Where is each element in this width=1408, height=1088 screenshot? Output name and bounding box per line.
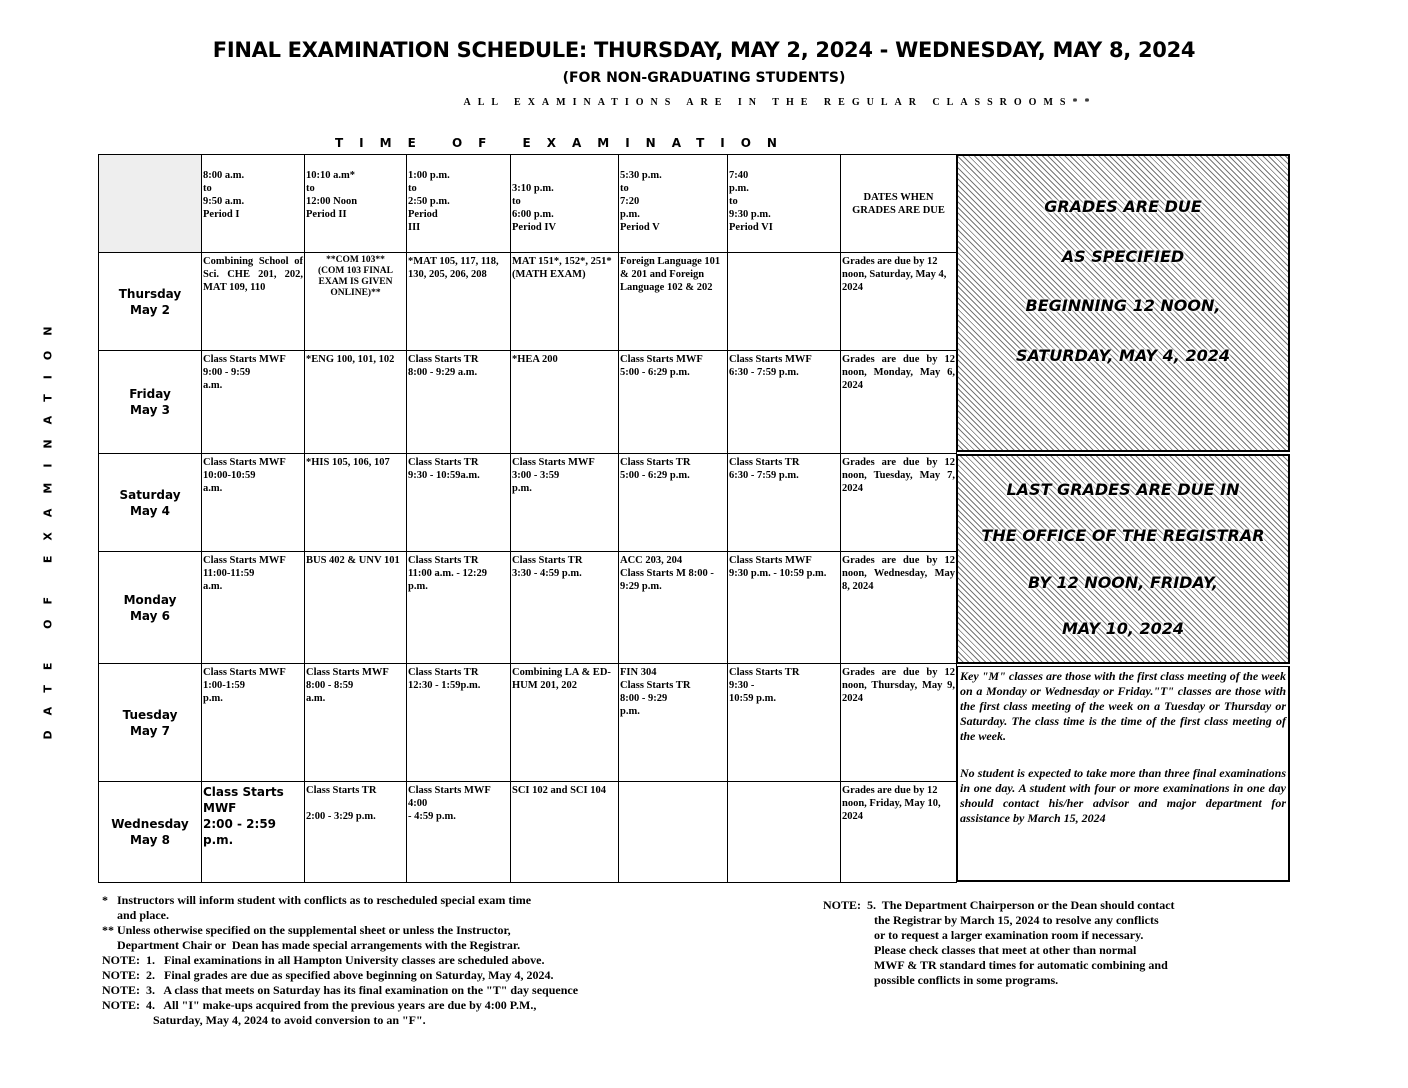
table-cell: Class Starts TR 3:30 - 4:59 p.m.: [511, 552, 619, 664]
key-notes-box: [956, 666, 1290, 882]
table-cell: Grades are due by 12 noon, Saturday, May 4, 2024: [841, 253, 957, 351]
period-header: 3:10 p.m. to 6:00 p.m. Period IV: [511, 155, 619, 253]
table-cell: MAT 151*, 152*, 251* (MATH EXAM): [511, 253, 619, 351]
table-cell: Class Starts TR 2:00 - 3:29 p.m.: [305, 782, 407, 883]
table-cell: *MAT 105, 117, 118, 130, 205, 206, 208: [407, 253, 511, 351]
table-row: [99, 782, 957, 883]
limit-note: No student is expected to take more than three final examinations in one day. A student with four or more examinations in one day should contact his/her advisor and major department for assistance by March 15, 2024: [960, 766, 1286, 825]
period-header: 1:00 p.m. to 2:50 p.m. Period III: [407, 155, 511, 253]
row-day: Saturday May 4: [99, 454, 202, 552]
table-cell: Class Starts TR 12:30 - 1:59p.m.: [407, 664, 511, 782]
table-row: [99, 664, 957, 782]
table-cell: *HIS 105, 106, 107: [305, 454, 407, 552]
table-cell: Class Starts MWF 9:30 p.m. - 10:59 p.m.: [728, 552, 841, 664]
table-cell: Class Starts TR 11:00 a.m. - 12:29 p.m.: [407, 552, 511, 664]
grades-due-line: GRADES ARE DUE: [1044, 197, 1202, 217]
table-cell: Class Starts MWF 2:00 - 2:59 p.m.: [202, 782, 305, 883]
table-cell: *HEA 200: [511, 351, 619, 454]
table-cell: ACC 203, 204 Class Starts M 8:00 - 9:29 p.m.: [619, 552, 728, 664]
last-grades-box: [956, 454, 1290, 664]
table-cell: Class Starts MWF 8:00 - 8:59 a.m.: [305, 664, 407, 782]
last-grades-line: BY 12 NOON, FRIDAY,: [1028, 572, 1218, 592]
table-cell: Grades are due by 12 noon, Friday, May 10, 2024: [841, 782, 957, 883]
table-cell: Grades are due by 12 noon, Thursday, May 9, 2024: [841, 664, 957, 782]
table-cell: Class Starts MWF 4:00 - 4:59 p.m.: [407, 782, 511, 883]
table-cell: BUS 402 & UNV 101: [305, 552, 407, 664]
table-cell: Class Starts MWF 6:30 - 7:59 p.m.: [728, 351, 841, 454]
page-subtitle: (FOR NON-GRADUATING STUDENTS): [562, 70, 846, 86]
grades-due-line: SATURDAY, MAY 4, 2024: [1016, 345, 1230, 365]
last-grades-line: MAY 10, 2024: [1061, 619, 1185, 639]
table-row: [99, 552, 957, 664]
table-cell: Class Starts TR 5:00 - 6:29 p.m.: [619, 454, 728, 552]
table-cell: Class Starts MWF 5:00 - 6:29 p.m.: [619, 351, 728, 454]
table-cell: Class Starts MWF 9:00 - 9:59 a.m.: [202, 351, 305, 454]
grades-due-header: DATES WHEN GRADES ARE DUE: [841, 155, 957, 253]
date-axis-label: DATE OF EXAMINATION: [41, 311, 55, 740]
last-grades-line: LAST GRADES ARE DUE IN: [1006, 479, 1240, 499]
table-cell: Grades are due by 12 noon, Wednesday, May 8, 2024: [841, 552, 957, 664]
table-cell: [728, 253, 841, 351]
grades-due-line: BEGINNING 12 NOON,: [1025, 296, 1221, 316]
classroom-note: ALL EXAMINATIONS ARE IN THE REGULAR CLASSROOMS**: [463, 97, 1097, 108]
period-header: 8:00 a.m. to 9:50 a.m. Period I: [202, 155, 305, 253]
corner-cell: [99, 155, 202, 253]
table-cell: SCI 102 and SCI 104: [511, 782, 619, 883]
table-cell: Grades are due by 12 noon, Tuesday, May 7, 2024: [841, 454, 957, 552]
table-cell: Class Starts TR 8:00 - 9:29 a.m.: [407, 351, 511, 454]
table-cell: Class Starts MWF 11:00-11:59 a.m.: [202, 552, 305, 664]
row-day: Monday May 6: [99, 552, 202, 664]
table-cell: Combining LA & ED-HUM 201, 202: [511, 664, 619, 782]
table-cell: **COM 103** (COM 103 FINAL EXAM IS GIVEN ONLINE)**: [305, 253, 407, 351]
table-cell: Class Starts TR 9:30 - 10:59a.m.: [407, 454, 511, 552]
page-title: FINAL EXAMINATION SCHEDULE: THURSDAY, MAY 2, 2024 - WEDNESDAY, MAY 8, 2024: [212, 38, 1196, 62]
row-day: Wednesday May 8: [99, 782, 202, 883]
row-day: Friday May 3: [99, 351, 202, 454]
table-cell: Class Starts TR 9:30 - 10:59 p.m.: [728, 664, 841, 782]
header-row: [99, 155, 957, 253]
row-day: Tuesday May 7: [99, 664, 202, 782]
table-cell: *ENG 100, 101, 102: [305, 351, 407, 454]
period-header: 5:30 p.m. to 7:20 p.m. Period V: [619, 155, 728, 253]
table-cell: [728, 782, 841, 883]
table-cell: [619, 782, 728, 883]
grades-due-box: [956, 154, 1290, 452]
footnotes-right: NOTE: 5. The Department Chairperson or the Dean should contact the Registrar by March 15, 2024 to resolve any conflicts or to request a larger examination room if necessary. Please check classes that meet at other than normal MWF & TR standard times for automatic combining and possible conflicts in some programs.: [823, 898, 1175, 987]
table-cell: Foreign Language 101 & 201 and Foreign Language 102 & 202: [619, 253, 728, 351]
table-cell: FIN 304 Class Starts TR 8:00 - 9:29 p.m.: [619, 664, 728, 782]
table-row: [99, 351, 957, 454]
table-row: [99, 454, 957, 552]
time-axis-label: TIME OF EXAMINATION: [335, 136, 793, 150]
table-cell: Grades are due by 12 noon, Monday, May 6, 2024: [841, 351, 957, 454]
table-cell: Class Starts TR 6:30 - 7:59 p.m.: [728, 454, 841, 552]
footnotes-left: * Instructors will inform student with conflicts as to rescheduled special exam time and place. ** Unless otherwise specified on the supplemental sheet or unless the Instructor, Department Chair or Dean has made special arrangements with the Registrar. NOTE: 1. Final examinations in all Hampton University classes are scheduled above. NOTE: 2. Final grades are due as specified above beginning on Saturday, May 4, 2024. NOTE: 3. A class that meets on Saturday has its final examination on the "T" day sequence NOTE: 4. All "I" make-ups acquired from the previous years are due by 4:00 P.M., Saturday, May 4, 2024 to avoid conversion to an "F".: [102, 893, 579, 1027]
table-cell: Class Starts MWF 10:00-10:59 a.m.: [202, 454, 305, 552]
key-note: Key "M" classes are those with the first class meeting of the week on a Monday or Wednesday or Friday."T" classes are those with the first class meeting of the week on a Tuesday or Thursday or Saturday. The class time is the time of the first class meeting of the week.: [960, 669, 1286, 743]
table-cell: Combining School of Sci. CHE 201, 202, MAT 109, 110: [202, 253, 305, 351]
row-day: Thursday May 2: [99, 253, 202, 351]
table-row: [99, 253, 957, 351]
table-cell: Class Starts MWF 1:00-1:59 p.m.: [202, 664, 305, 782]
period-header: 7:40 p.m. to 9:30 p.m. Period VI: [728, 155, 841, 253]
last-grades-line: THE OFFICE OF THE REGISTRAR: [981, 526, 1265, 546]
table-cell: Class Starts MWF 3:00 - 3:59 p.m.: [511, 454, 619, 552]
grades-due-line: AS SPECIFIED: [1061, 246, 1185, 266]
period-header: 10:10 a.m* to 12:00 Noon Period II: [305, 155, 407, 253]
exam-schedule-table: [98, 154, 957, 883]
